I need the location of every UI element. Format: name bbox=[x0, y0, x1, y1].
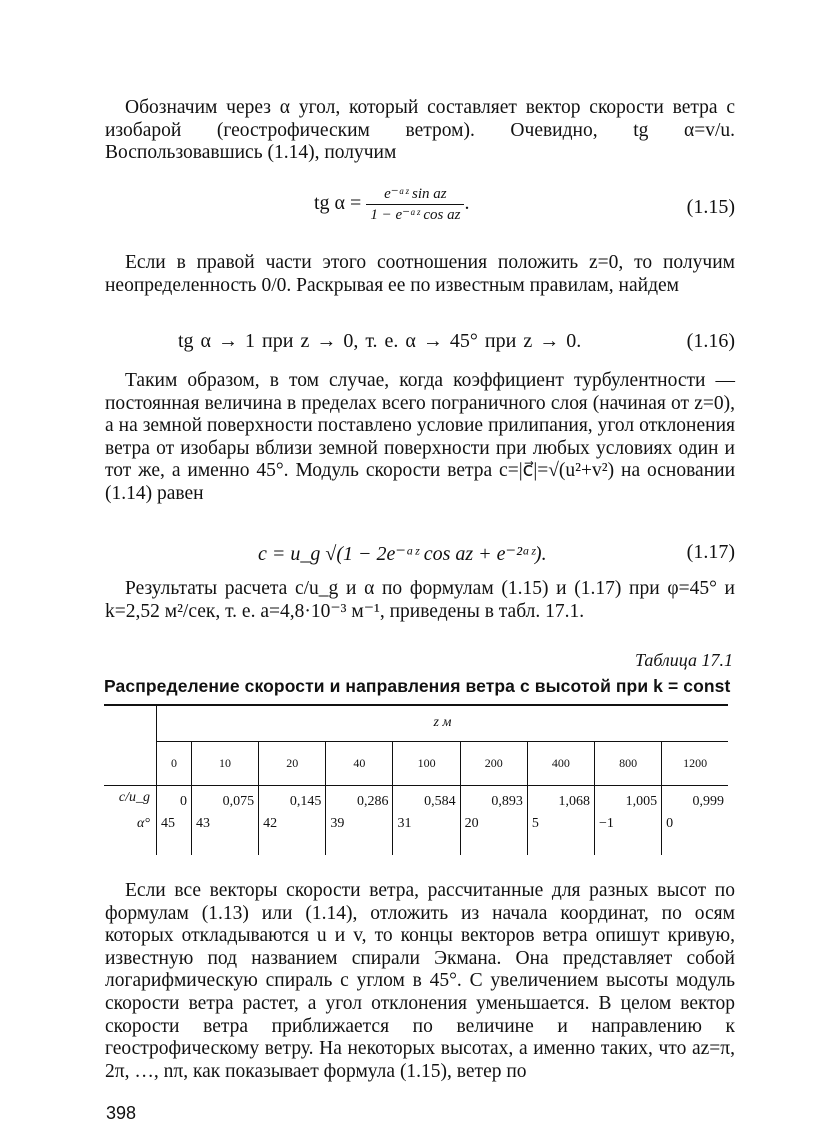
table-row-label: c/u_g bbox=[104, 785, 157, 811]
table-cell: 0 bbox=[157, 785, 192, 811]
table-header-row bbox=[104, 741, 728, 785]
table-row-speed bbox=[104, 785, 728, 811]
table-cell: 5 bbox=[527, 811, 594, 837]
paragraph-indeterminacy-text: Если в правой части этого соотношения положить z=0, то получим неопределенность 0/0. Раскрывая ее по известным правилам, найдем bbox=[105, 252, 735, 296]
paragraph-indeterminacy bbox=[105, 252, 735, 297]
table-cell: 45 bbox=[157, 811, 192, 837]
table-header-height: 20 bbox=[259, 741, 326, 785]
formula-1-16: tg α → 1 при z → 0, т. е. α → 45° при z → 0. bbox=[178, 330, 582, 352]
table-header-height: 400 bbox=[527, 741, 594, 785]
paragraph-conclusion bbox=[105, 370, 735, 506]
table-cell: 42 bbox=[259, 811, 326, 837]
table-row-label: α° bbox=[104, 811, 157, 837]
formula-1-15-fraction bbox=[366, 184, 464, 225]
table-title: Распределение скорости и направления ветра с высотой при k = const bbox=[104, 676, 731, 696]
table-header-height: 800 bbox=[595, 741, 662, 785]
formula-1-15-period: . bbox=[464, 192, 470, 215]
formula-1-15-denominator: 1 − e⁻ᵃᶻ cos az bbox=[370, 207, 461, 223]
equation-number-1-15: (1.15) bbox=[686, 196, 735, 218]
table-header-height: 100 bbox=[393, 741, 460, 785]
paragraph-ekman-spiral-text: Если все векторы скорости ветра, рассчитанные для разных высот по формулам (1.13) или (1.14), отложить из начала координат, по осям которых откладываются u и v, то концы векторов ветра опишут кривую, известную под названием спирали Экмана. Она представляет собой логарифмическую спираль с углом в 45°. С увеличением высоты модуль скорости ветра растет, а угол отклонения уменьшается. В целом вектор скорости ветра приближается по величине и направлению к геострофическому ветру. На некоторых высотах, а именно таких, что az=π, 2π, …, nπ, как показывает формула (1.15), ветер по bbox=[105, 880, 735, 1082]
table-corner-cell bbox=[104, 705, 157, 785]
table-cell: 0,584 bbox=[393, 785, 460, 811]
table-cell: 0,893 bbox=[460, 785, 527, 811]
page-number: 398 bbox=[106, 1103, 137, 1123]
table-cell: 0,286 bbox=[326, 785, 393, 811]
formula-1-17: c = u_g √(1 − 2e⁻ᵃᶻ cos az + e⁻²ᵃᶻ). bbox=[258, 543, 547, 565]
table-cell: 20 bbox=[460, 811, 527, 837]
table-header-height: 200 bbox=[460, 741, 527, 785]
table-cell: 0,999 bbox=[692, 794, 724, 810]
wind-profile-table bbox=[104, 704, 728, 855]
table-cell: 1,068 bbox=[527, 785, 594, 811]
table-group-header: z м bbox=[157, 705, 729, 741]
paragraph-intro bbox=[105, 97, 735, 165]
formula-1-15-numerator: e⁻ᵃᶻ sin az bbox=[366, 184, 464, 205]
formula-1-15 bbox=[314, 184, 469, 225]
equation-number-1-17: (1.17) bbox=[686, 541, 735, 563]
table-cell: 0 bbox=[666, 816, 674, 831]
table-cell: −1 bbox=[595, 811, 662, 837]
formula-1-15-lhs: tg α = bbox=[314, 192, 362, 215]
table-row-angle bbox=[104, 811, 728, 837]
paragraph-conclusion-text: Таким образом, в том случае, когда коэффициент турбулентности — постоянная величина в пределах всего пограничного слоя (начиная от z=0), а на земной поверхности поставлено условие прилипания, угол отклонения ветра от изобары вблизи земной поверхности при любых условиях один и тот же, а именно 45°. Модуль скорости ветра c=|c⃗|=√(u²+v²) на основании (1.14) равен bbox=[105, 370, 735, 504]
paragraph-results-text: Результаты расчета c/u_g и α по формулам (1.15) и (1.17) при φ=45° и k=2,52 м²/сек, т. е. a=4,8·10⁻³ м⁻¹, приведены в табл. 17.1. bbox=[105, 578, 735, 622]
table-cell: 1,005 bbox=[595, 785, 662, 811]
table-cell: 0,075 bbox=[191, 785, 258, 811]
table-header-height: 10 bbox=[191, 741, 258, 785]
table-header-height: 0 bbox=[157, 741, 192, 785]
table-label: Таблица 17.1 bbox=[634, 650, 733, 670]
table-cell: 0,145 bbox=[259, 785, 326, 811]
table-bottom-spacer bbox=[104, 837, 728, 855]
table-cell: 43 bbox=[191, 811, 258, 837]
table-cell: 39 bbox=[326, 811, 393, 837]
paragraph-intro-text: Обозначим через α угол, который составляет вектор скорости ветра с изобарой (геострофическим ветром). Очевидно, tg α=v/u. Воспользовавшись (1.14), получим bbox=[105, 97, 735, 164]
paragraph-results bbox=[105, 578, 735, 623]
table-header-height: 40 bbox=[326, 741, 393, 785]
equation-number-1-16: (1.16) bbox=[686, 330, 735, 352]
paragraph-ekman-spiral bbox=[105, 880, 735, 1083]
table-cell: 31 bbox=[393, 811, 460, 837]
table-header-height: 1200 bbox=[683, 755, 708, 770]
